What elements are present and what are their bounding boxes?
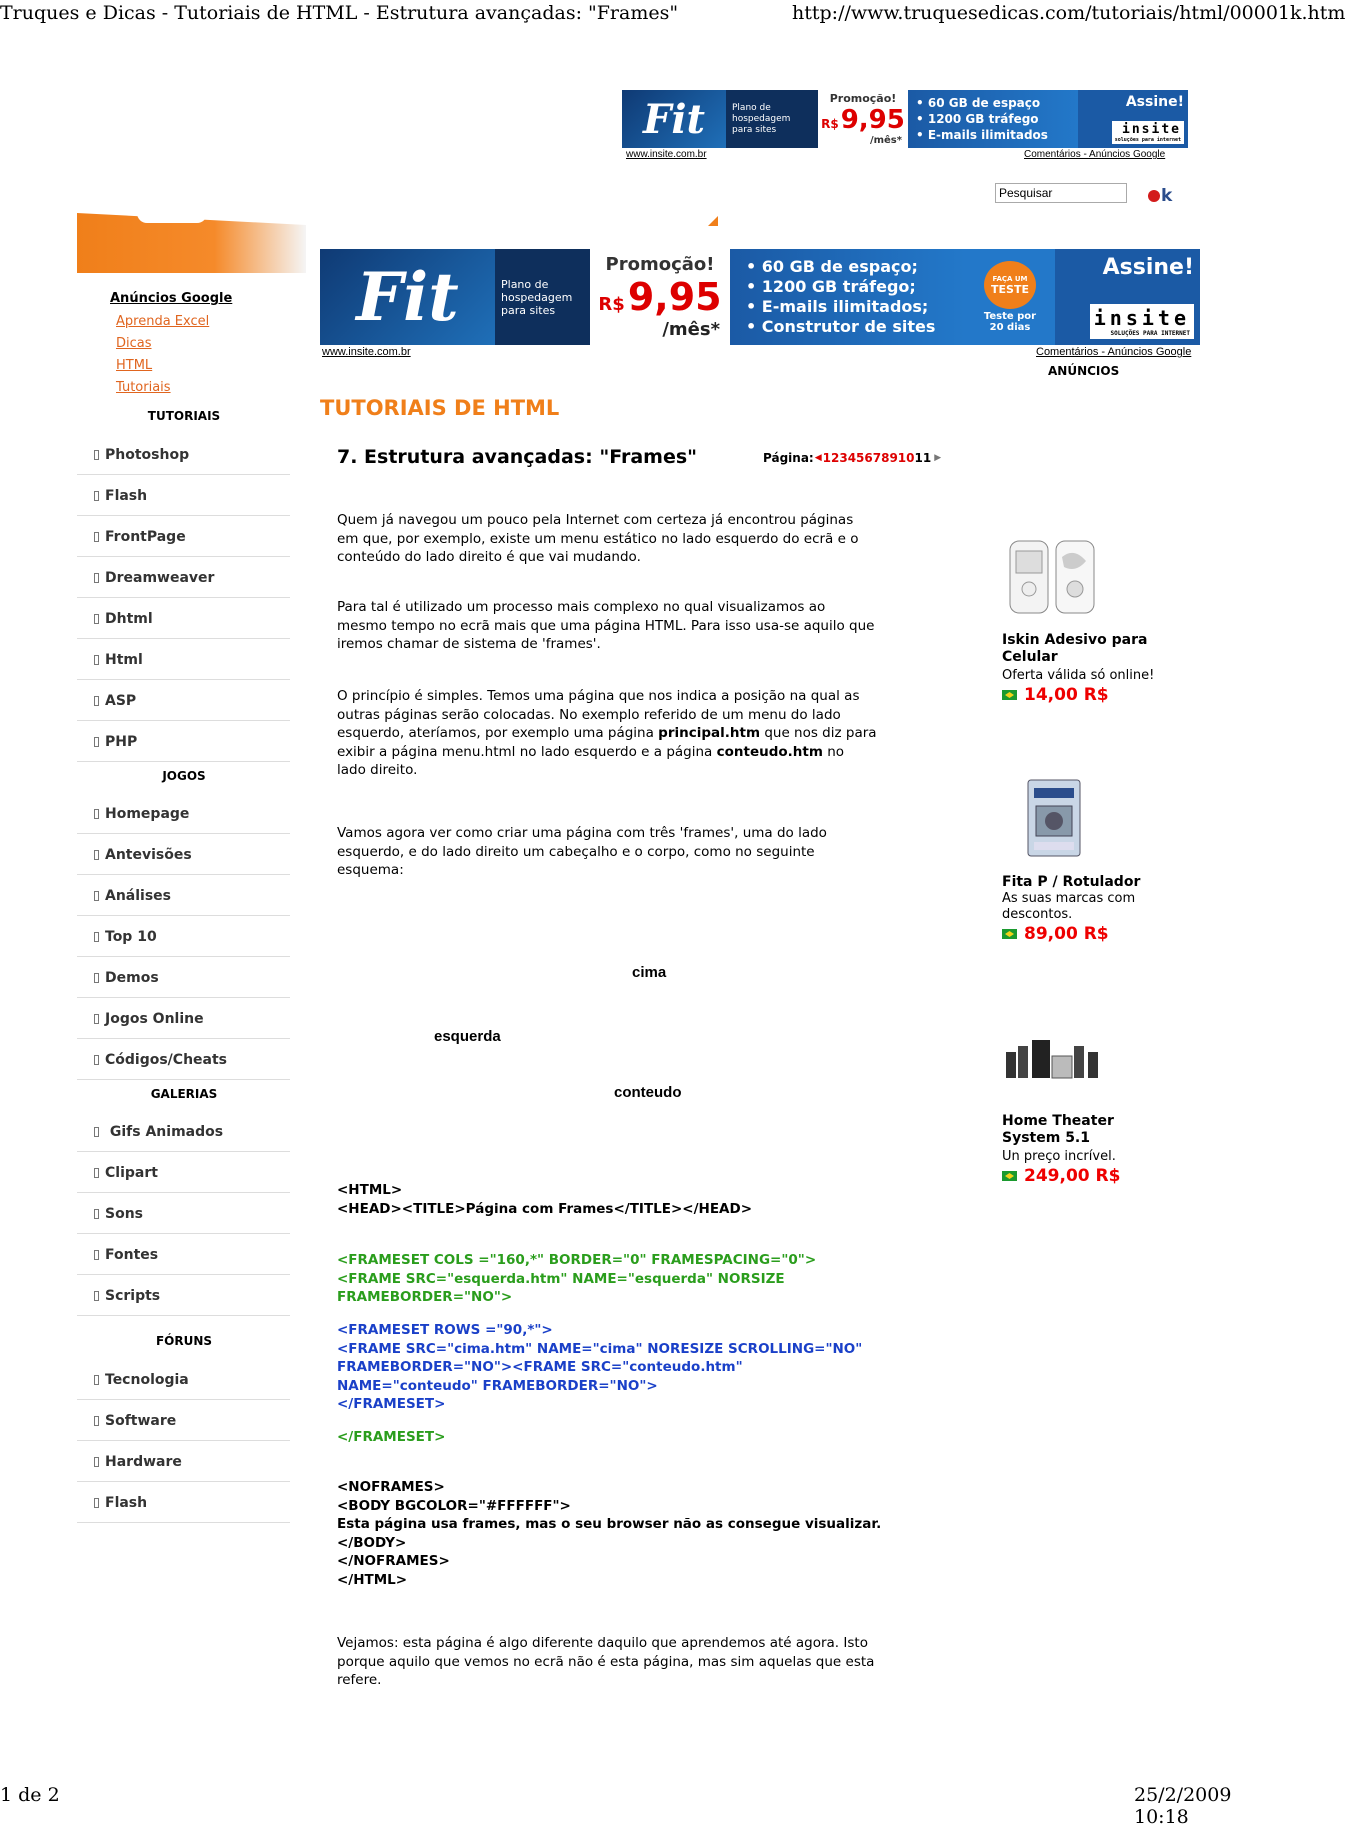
bullet-icon xyxy=(94,655,99,665)
print-datetime: 25/2/2009 10:18 xyxy=(1134,1784,1232,1828)
ad-per: /mês* xyxy=(869,135,902,146)
google-link-excel[interactable]: Aprenda Excel xyxy=(116,314,210,329)
sidebar-item-label: Demos xyxy=(105,969,159,986)
ad-assine: Assine! xyxy=(1125,94,1184,110)
ad-big-sub-2: hospedagem xyxy=(501,290,573,304)
diagram-cima: cima xyxy=(632,964,667,981)
sidebar-item-photoshop[interactable] xyxy=(77,435,290,475)
sidebar-section-galerias: GALERIAS xyxy=(150,1087,218,1101)
sidebar-item-label: Antevisões xyxy=(105,846,192,863)
sidebar-item-asp[interactable] xyxy=(77,681,290,721)
product-desc-3: Un preço incrível. xyxy=(1002,1149,1116,1164)
sidebar-item-sons[interactable] xyxy=(77,1194,290,1234)
search-ok-button[interactable] xyxy=(1148,186,1172,206)
section-title: TUTORIAIS DE HTML xyxy=(320,396,560,420)
pagination-current: 11 xyxy=(914,451,932,465)
pagination-label: Página: xyxy=(763,451,814,465)
ad-brand: insite xyxy=(1122,122,1181,137)
phone-skin-icon xyxy=(1004,537,1102,621)
code-frameset-close: </FRAMESET> xyxy=(337,1429,446,1445)
ad-badge-note-1: Teste por xyxy=(983,311,1037,322)
bullet-icon xyxy=(94,1457,99,1467)
sidebar-item-label: Top 10 xyxy=(105,928,157,945)
ad-big-brand: insite xyxy=(1093,306,1190,330)
product-price-2: 89,00 R$ xyxy=(1002,924,1109,944)
sidebar-item-html[interactable] xyxy=(77,640,290,680)
ad-big-brand-sub: SOLUÇÕES PARA INTERNET xyxy=(1110,330,1190,337)
print-page-number: 1 de 2 xyxy=(0,1784,60,1806)
anuncios-label: ANÚNCIOS xyxy=(1048,364,1120,378)
ad-sub-2: hospedagem xyxy=(732,113,791,124)
google-link-tutoriais[interactable]: Tutoriais xyxy=(116,380,171,395)
ad-big-promo-label: Promoção! xyxy=(605,254,715,275)
sidebar-item-gifs-animados[interactable] xyxy=(77,1112,290,1152)
code-head: <HTML> <HEAD><TITLE>Página com Frames</TITLE></HEAD> xyxy=(337,1182,753,1217)
product-image-fita[interactable] xyxy=(1022,778,1086,860)
ad-price: 9,95 xyxy=(840,105,905,135)
diagram-esquerda: esquerda xyxy=(434,1028,501,1045)
bullet-icon xyxy=(94,450,99,460)
paragraph-4: Vamos agora ver como criar uma página com três 'frames', uma do lado esquerdo, e do lado direito um cabeçalho e o corpo, como no seguinte esquema: xyxy=(337,825,827,878)
paragraph-1: Quem já navegou um pouco pela Internet com certeza já encontrou páginas em que, por exemplo, existe um menu estático no lado esquerdo do ecrã e o conteúdo do lado direito é que vai mudando. xyxy=(337,512,859,565)
ad-badge-main: TESTE xyxy=(991,282,1029,296)
ad-big-per: /mês* xyxy=(662,319,720,340)
pagination xyxy=(763,451,941,465)
bullet-icon xyxy=(94,1055,99,1065)
ad-banner-large[interactable] xyxy=(320,249,1200,345)
sidebar-item-label: FrontPage xyxy=(105,528,186,545)
product-title-1[interactable]: Iskin Adesivo para Celular xyxy=(1002,632,1148,665)
product-desc-2: As suas marcas com descontos. xyxy=(1002,891,1136,922)
corner-decoration-icon xyxy=(708,216,718,226)
bullet-icon xyxy=(94,1498,99,1508)
sidebar-item-top10[interactable] xyxy=(77,917,290,957)
code-frameset-cols: <FRAMESET COLS ="160,*" BORDER="0" FRAMESPACING="0"> <FRAME SRC="esquerda.htm" NAME="esquerda" NORSIZE FRAMEBORDER="NO"> xyxy=(337,1252,817,1305)
sidebar-item-label: Photoshop xyxy=(105,446,190,463)
sidebar-item-label: ASP xyxy=(105,692,137,709)
ad-big-bullet-3: • E-mails ilimitados; xyxy=(746,297,929,316)
sidebar-section-foruns: FÓRUNS xyxy=(155,1334,213,1348)
bullet-icon xyxy=(94,1291,99,1301)
bullet-icon xyxy=(94,696,99,706)
ad-promo-label: Promoção! xyxy=(829,92,897,105)
sidebar-item-label: Dhtml xyxy=(105,610,153,627)
ad-bullet-2: • 1200 GB tráfego xyxy=(916,112,1039,126)
bullet-icon xyxy=(94,737,99,747)
print-url: http://www.truquesedicas.com/tutoriais/html/00001k.htm xyxy=(792,2,1345,24)
sidebar-item-hardware[interactable] xyxy=(77,1442,290,1482)
bullet-icon xyxy=(94,1209,99,1219)
bullet-icon xyxy=(94,573,99,583)
sidebar-item-dreamweaver[interactable] xyxy=(77,558,290,598)
ad-big-bullet-4: • Construtor de sites xyxy=(746,317,936,336)
bullet-icon xyxy=(94,532,99,542)
google-ads-title[interactable]: Anúncios Google xyxy=(110,291,233,306)
product-price-3: 249,00 R$ xyxy=(1002,1166,1120,1186)
ad-big-bullet-1: • 60 GB de espaço; xyxy=(746,257,918,276)
brazil-flag-icon xyxy=(1002,690,1017,700)
google-link-html[interactable]: HTML xyxy=(116,358,153,373)
bullet-icon xyxy=(94,932,99,942)
ad-badge-note-2: 20 dias xyxy=(989,322,1031,333)
brazil-flag-icon xyxy=(1002,929,1017,939)
ad-currency: R$ xyxy=(821,117,839,131)
sidebar-item-php[interactable] xyxy=(77,722,290,762)
ad-big-assine: Assine! xyxy=(1102,255,1194,280)
product-image-home-theater[interactable] xyxy=(1004,1038,1102,1082)
sidebar-item-label: Hardware xyxy=(105,1453,182,1470)
sidebar-section-jogos: JOGOS xyxy=(162,769,206,783)
sidebar-item-codigos-cheats[interactable] xyxy=(77,1040,290,1080)
ad-big-sub-1: Plano de xyxy=(501,277,549,291)
sidebar-item-tecnologia[interactable] xyxy=(77,1360,290,1400)
prev-arrow-icon[interactable]: ◀ xyxy=(814,453,822,463)
ad-banner-small[interactable] xyxy=(622,90,1188,148)
bullet-icon xyxy=(94,1014,99,1024)
paragraph-2: Para tal é utilizado um processo mais complexo no qual visualizamos ao mesmo tempo no ecrã mais que uma página HTML. Para isso usa-se aquilo que iremos chamar de sistema de 'frames'. xyxy=(337,599,875,652)
pagination-pages[interactable]: 12345678910 xyxy=(822,451,915,465)
product-title-2[interactable]: Fita P / Rotulador xyxy=(1002,874,1141,890)
sidebar-item-label: PHP xyxy=(105,733,138,750)
sidebar-item-label: Flash xyxy=(105,1494,148,1511)
sidebar-section-tutoriais: TUTORIAIS xyxy=(147,409,221,423)
ad-small-google-link[interactable]: Comentários - Anúncios Google xyxy=(1024,149,1166,160)
ad-big-logo: Fit xyxy=(320,249,495,345)
sidebar-item-label: Fontes xyxy=(105,1246,159,1263)
next-arrow-icon[interactable]: ▶ xyxy=(934,453,942,463)
search-dot-icon xyxy=(1148,190,1160,202)
diagram-conteudo: conteudo xyxy=(614,1084,682,1101)
ad-big-site-link[interactable]: www.insite.com.br xyxy=(322,346,411,358)
bullet-icon xyxy=(94,891,99,901)
bullet-icon xyxy=(94,1416,99,1426)
sidebar-item-software[interactable] xyxy=(77,1401,290,1441)
bullet-icon xyxy=(94,614,99,624)
sidebar-item-label: Tecnologia xyxy=(105,1371,189,1388)
product-desc-1: Oferta válida só online! xyxy=(1002,668,1155,683)
sidebar-item-label: Clipart xyxy=(105,1164,158,1181)
speakers-icon xyxy=(1004,1038,1102,1082)
code-noframes: <NOFRAMES> <BODY BGCOLOR="#FFFFFF"> Esta página usa frames, mas o seu browser não as consegue visualizar. </BODY> </NOFRAMES> </HTML> xyxy=(337,1479,882,1588)
bullet-icon xyxy=(94,1127,99,1137)
ad-small-site-link[interactable]: www.insite.com.br xyxy=(626,149,707,160)
ad-big-price: 9,95 xyxy=(627,275,722,319)
ad-test-badge-icon xyxy=(984,261,1036,309)
sidebar-item-antevisoes[interactable] xyxy=(77,835,290,875)
sidebar-item-label: Html xyxy=(105,651,143,668)
sidebar-item-flash-forum[interactable] xyxy=(77,1483,290,1523)
bullet-icon xyxy=(94,973,99,983)
product-price-1: 14,00 R$ xyxy=(1002,685,1109,705)
site-logo-graphic[interactable] xyxy=(77,213,306,273)
article-title: 7. Estrutura avançadas: "Frames" xyxy=(337,446,698,468)
sidebar-item-dhtml[interactable] xyxy=(77,599,290,639)
sidebar-item-scripts[interactable] xyxy=(77,1276,290,1316)
product-title-3[interactable]: Home Theater System 5.1 xyxy=(1002,1113,1114,1146)
sidebar-item-label: Flash xyxy=(105,487,148,504)
google-link-dicas[interactable]: Dicas xyxy=(116,336,152,351)
bullet-icon xyxy=(94,1168,99,1178)
ad-bullet-3: • E-mails ilimitados xyxy=(916,128,1048,142)
bullet-icon xyxy=(94,850,99,860)
code-frameset-rows: <FRAMESET ROWS ="90,*"> <FRAME SRC="cima.htm" NAME="cima" NORESIZE SCROLLING="NO" FRAMEBORDER="NO"><FRAME SRC="conteudo.htm" NAME="conteudo" FRAMEBORDER="NO"> </FRAMESET> xyxy=(337,1322,863,1412)
sidebar-item-label: Análises xyxy=(105,887,172,904)
product-image-iskin[interactable] xyxy=(1004,537,1102,621)
brazil-flag-icon xyxy=(1002,1171,1017,1181)
sidebar-item-label: Software xyxy=(105,1412,177,1429)
paragraph-3: O princípio é simples. Temos uma página que nos indica a posição na qual as outras páginas serão colocadas. No exemplo referido de um menu do lado esquerdo, ateríamos, por exemplo uma página principal.htm que nos diz para exibir a página menu.html no lado esquerdo e a página conteudo.htm no lado direito. xyxy=(337,688,877,778)
sidebar-item-demos[interactable] xyxy=(77,958,290,998)
search-input[interactable] xyxy=(995,183,1127,203)
ad-sub-1: Plano de xyxy=(732,102,771,113)
print-title: Truques e Dicas - Tutoriais de HTML - Estrutura avançadas: "Frames" xyxy=(0,2,679,24)
sidebar-item-label: Códigos/Cheats xyxy=(105,1051,228,1068)
ad-big-bullet-2: • 1200 GB tráfego; xyxy=(746,277,916,296)
ad-big-sub-3: para sites xyxy=(501,303,556,317)
sidebar-item-label: Scripts xyxy=(105,1287,161,1304)
label-tape-icon xyxy=(1022,778,1086,860)
sidebar-item-flash[interactable] xyxy=(77,476,290,516)
ad-big-google-link[interactable]: Comentários - Anúncios Google xyxy=(1036,346,1192,358)
closing-paragraph: Vejamos: esta página é algo diferente daquilo que aprendemos até agora. Isto porque aquilo que vemos no ecrã não é esta página, mas sim aquelas que esta refere. xyxy=(337,1635,875,1688)
bullet-icon xyxy=(94,491,99,501)
ad-bullet-1: • 60 GB de espaço xyxy=(916,96,1041,110)
ad-big-currency: R$ xyxy=(598,294,625,315)
ad-badge-top: FAÇA UM xyxy=(992,274,1028,283)
sidebar-item-label: Gifs Animados xyxy=(105,1123,224,1140)
sidebar-item-jogos-online[interactable] xyxy=(77,999,290,1039)
ad-brand-sub: soluções para internet xyxy=(1114,137,1181,143)
sidebar-item-fontes[interactable] xyxy=(77,1235,290,1275)
ad-logo: Fit xyxy=(622,90,726,148)
sidebar-item-label: Homepage xyxy=(105,805,190,822)
sidebar-item-frontpage[interactable] xyxy=(77,517,290,557)
bullet-icon xyxy=(94,809,99,819)
sidebar-item-clipart[interactable] xyxy=(77,1153,290,1193)
bullet-icon xyxy=(94,1375,99,1385)
sidebar-item-label: Jogos Online xyxy=(105,1010,204,1027)
sidebar-item-label: Sons xyxy=(105,1205,144,1222)
bullet-icon xyxy=(94,1250,99,1260)
sidebar-item-label: Dreamweaver xyxy=(105,569,215,586)
search-ok-label: k xyxy=(1161,186,1173,206)
ad-sub-3: para sites xyxy=(732,124,777,135)
sidebar-item-analises[interactable] xyxy=(77,876,290,916)
sidebar-item-homepage[interactable] xyxy=(77,794,290,834)
